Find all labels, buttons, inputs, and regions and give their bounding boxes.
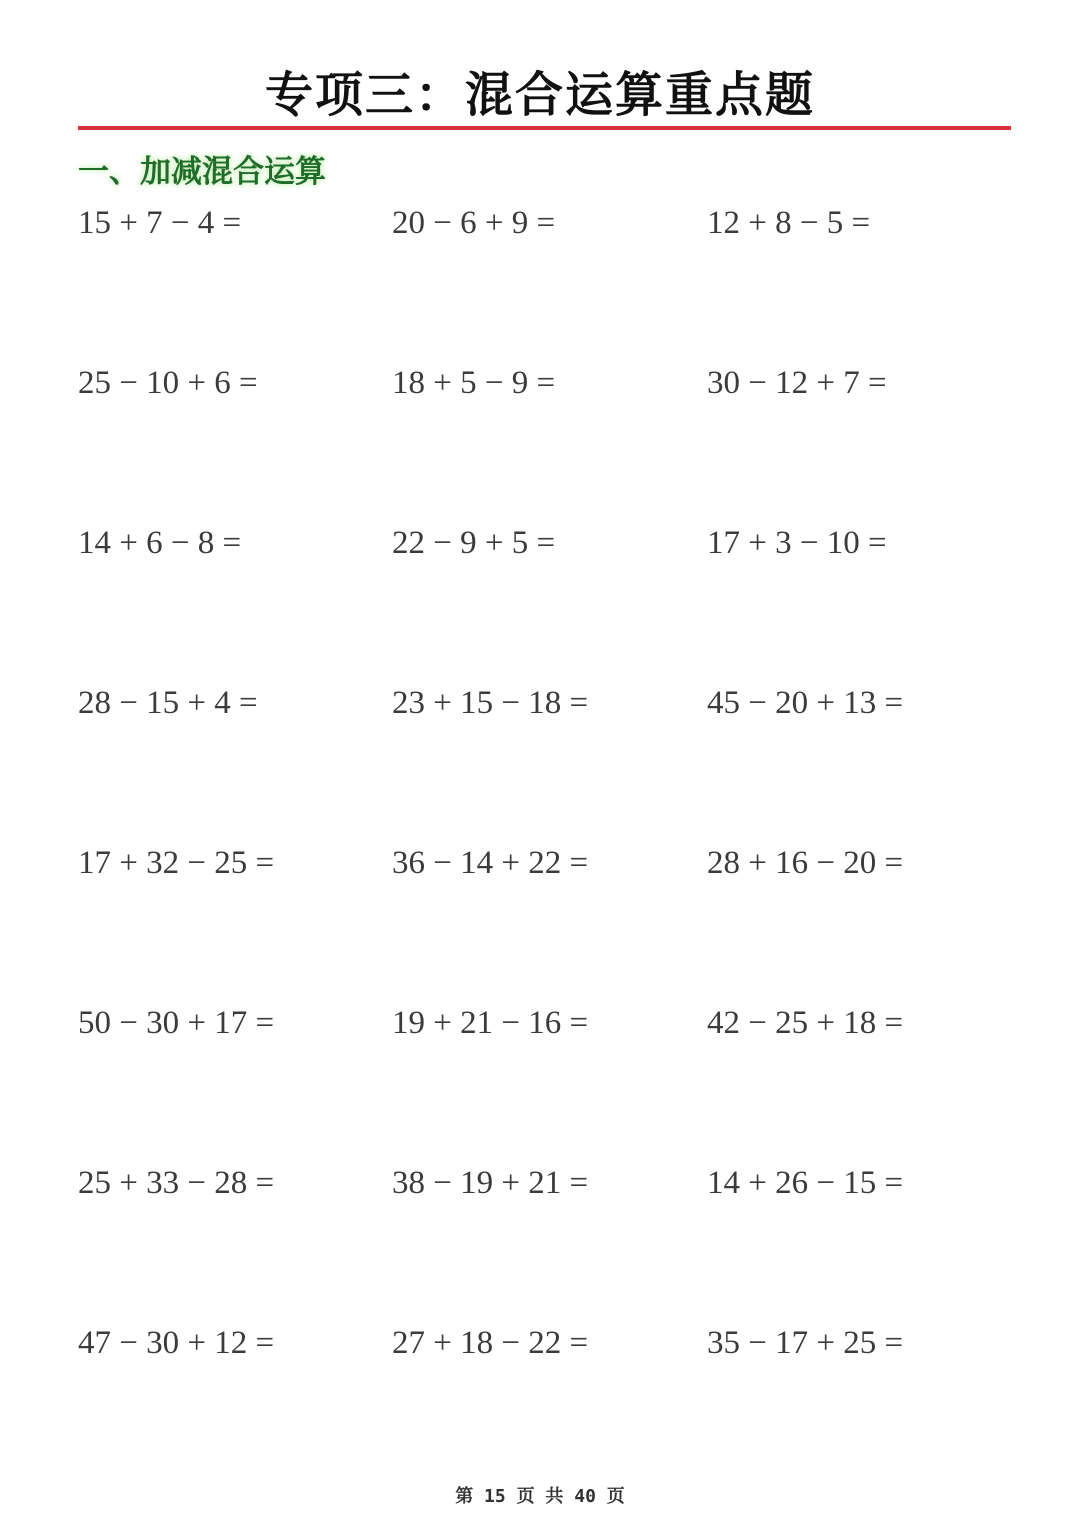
problem-grid [78, 198, 1018, 1398]
problem-item: 36 − 14 + 22 = [392, 845, 589, 881]
problem-item: 25 − 10 + 6 = [78, 365, 258, 401]
title-divider [78, 126, 1011, 130]
problem-item: 15 + 7 − 4 = [78, 205, 242, 241]
problem-item: 19 + 21 − 16 = [392, 1005, 589, 1041]
problem-item: 50 − 30 + 17 = [78, 1005, 275, 1041]
problem-item: 20 − 6 + 9 = [392, 205, 556, 241]
problem-item: 18 + 5 − 9 = [392, 365, 556, 401]
problem-item: 23 + 15 − 18 = [392, 685, 589, 721]
problem-item: 42 − 25 + 18 = [707, 1005, 904, 1041]
problem-item: 27 + 18 − 22 = [392, 1325, 589, 1361]
problem-item: 45 − 20 + 13 = [707, 685, 904, 721]
section-heading: 一、加减混合运算 [78, 154, 326, 190]
problem-item: 30 − 12 + 7 = [707, 365, 887, 401]
problem-item: 22 − 9 + 5 = [392, 525, 556, 561]
page-title: 专项三：混合运算重点题 [264, 67, 815, 123]
problem-item: 17 + 32 − 25 = [78, 845, 275, 881]
problem-item: 17 + 3 − 10 = [707, 525, 887, 561]
problem-item: 12 + 8 − 5 = [707, 205, 871, 241]
problem-item: 28 − 15 + 4 = [78, 685, 258, 721]
problem-item: 25 + 33 − 28 = [78, 1165, 275, 1201]
problem-item: 38 − 19 + 21 = [392, 1165, 589, 1201]
problem-item: 14 + 26 − 15 = [707, 1165, 904, 1201]
problem-item: 47 − 30 + 12 = [78, 1325, 275, 1361]
page-number-footer: 第 15 页 共 40 页 [455, 1486, 625, 1507]
problem-item: 35 − 17 + 25 = [707, 1325, 904, 1361]
problem-item: 28 + 16 − 20 = [707, 845, 904, 881]
problem-item: 14 + 6 − 8 = [78, 525, 242, 561]
